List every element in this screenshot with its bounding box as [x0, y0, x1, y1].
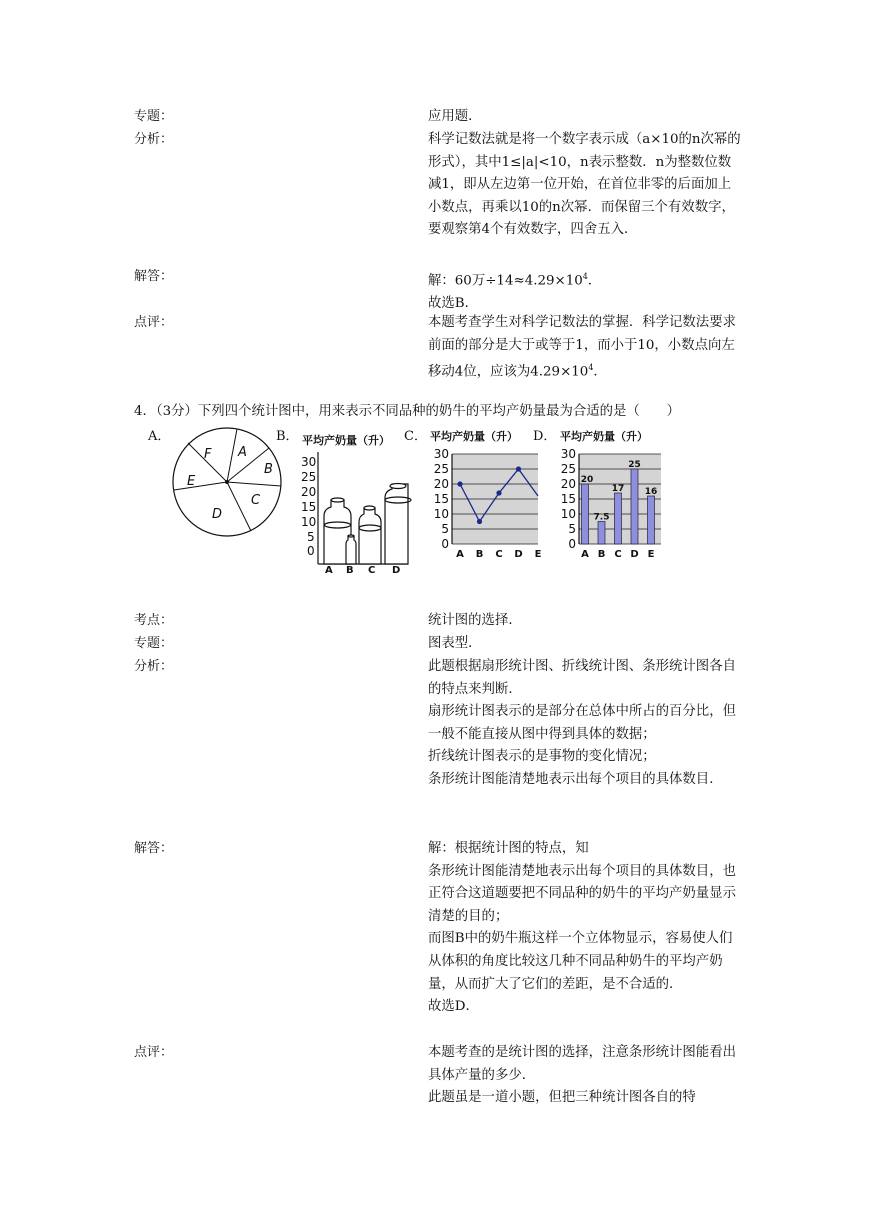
pie-label-f: F — [204, 447, 212, 462]
figure-c-line-chart — [426, 428, 542, 560]
answer-line-1: 解：60万÷14≈4.29×10 — [428, 273, 583, 289]
d-data-label: 17 — [611, 484, 625, 494]
answer-para-3: 而图B中的奶牛瓶这样一个立体物显示，容易使人们从体积的角度比较这几种不同品种奶牛的平均产奶量，从而扩大了它们的差距，是不合适的． — [428, 931, 733, 992]
c-ytick-label: 30 — [433, 447, 449, 461]
c-ytick-label: 25 — [433, 462, 449, 476]
b-xcat: D — [392, 565, 401, 576]
figure-b-title: 平均产奶量（升） — [302, 434, 390, 447]
b-xcat: C — [368, 565, 376, 576]
comment-para-1: 本题考查的是统计图的选择，注意条形统计图能看出具体产量的多少． — [428, 1045, 736, 1083]
answer-para-1: 解：根据统计图的特点，知 — [428, 841, 589, 856]
d-data-label: 16 — [644, 487, 658, 497]
analysis-para-4: 条形统计图能清楚地表示出每个项目的具体数目． — [428, 771, 723, 787]
d-bar — [631, 469, 638, 544]
d-ytick-label: 0 — [568, 537, 576, 551]
d-data-label: 20 — [580, 475, 594, 485]
bottle-b — [346, 535, 356, 564]
figure-a-pie-chart — [168, 425, 290, 543]
pie-label-e: E — [187, 474, 196, 489]
comment-exponent: 4 — [588, 363, 594, 373]
bottle-c — [359, 506, 381, 564]
d-ytick-label: 15 — [560, 492, 576, 506]
chart-c-title: 平均产奶量（升） — [430, 430, 518, 443]
analysis-para-3: 折线统计图表示的是事物的变化情况； — [428, 749, 656, 765]
pie-label-d: D — [212, 507, 223, 522]
label-comment-2: 点评： — [134, 1045, 174, 1060]
analysis-text: 科学记数法就是将一个数字表示成（a×10的n次幂的形式），其中1≤|a|<10，n表示整数．n为整数位数减1，即从左边第一位开始，在首位非零的后面加上小数点，再乘以10的n次幂．而保留三个有效数字，要观察第4个有效数字，四舍五入． — [428, 132, 741, 238]
chart-d-title: 平均产奶量（升） — [560, 430, 648, 443]
d-ytick-label: 25 — [560, 462, 576, 476]
b-ytick: 15 — [301, 500, 317, 514]
comment-end: ． — [593, 364, 607, 380]
d-bar — [598, 522, 605, 545]
label-comment: 点评： — [134, 315, 174, 330]
topic-text-2: 图表型． — [428, 636, 482, 651]
c-data-point — [477, 519, 482, 524]
option-d-label: D． — [533, 429, 557, 444]
pie-label-c: C — [251, 493, 261, 508]
c-xtick-label: D — [514, 549, 523, 560]
answer-line-2: 故选B． — [428, 296, 479, 312]
d-data-label: 7.5 — [593, 512, 610, 523]
option-a-label: A． — [148, 429, 171, 444]
b-ytick: 30 — [301, 455, 317, 469]
d-xtick-label: A — [581, 549, 589, 560]
c-xtick-label: B — [475, 549, 484, 560]
option-c-label: C． — [404, 429, 427, 444]
figure-d-bar-chart — [557, 428, 669, 560]
d-ytick-label: 10 — [560, 507, 576, 521]
topic-text: 应用题． — [428, 109, 482, 124]
pie-label-a: A — [238, 445, 247, 460]
c-ytick-label: 5 — [441, 522, 449, 536]
b-ytick: 10 — [301, 515, 317, 529]
label-answer: 解答： — [134, 269, 174, 284]
answer-para-4: 故选D． — [428, 999, 479, 1015]
d-ytick-label: 30 — [560, 447, 576, 461]
d-xtick-label: E — [647, 549, 655, 560]
answer-para-2: 条形统计图能清楚地表示出每个项目的具体数目，也正符合这道题要把不同品种的奶牛的平均产奶量显示清楚的目的； — [428, 863, 736, 924]
b-ytick: 20 — [301, 485, 317, 499]
kaodian-text: 统计图的选择． — [428, 613, 522, 628]
analysis-para-2: 扇形统计图表示的是部分在总体中所占的百分比，但一般不能直接从图中得到具体的数据； — [428, 704, 736, 742]
label-topic: 专题： — [134, 109, 174, 124]
label-analysis: 分析： — [134, 132, 174, 147]
comment-body: 本题考查学生对科学记数法的掌握．科学记数法要求前面的部分是大于或等于1，而小于10，小数点向左移动4位，应该为4.29×10 — [428, 315, 736, 380]
d-bar — [648, 496, 655, 544]
label-kaodian: 考点： — [134, 613, 174, 628]
label-topic-2: 专题： — [134, 636, 174, 651]
d-bar — [582, 484, 589, 544]
d-xtick-label: C — [614, 549, 622, 560]
b-ytick: 25 — [301, 470, 317, 484]
d-ytick-label: 5 — [568, 522, 576, 536]
analysis-para-1: 此题根据扇形统计图、折线统计图、条形统计图各自的特点来判断． — [428, 659, 736, 697]
c-ytick-label: 10 — [433, 507, 449, 521]
d-xtick-label: B — [597, 549, 606, 560]
d-ytick-label: 20 — [560, 477, 576, 491]
c-xtick-label: A — [456, 549, 464, 560]
bottle-d — [385, 484, 411, 565]
c-xtick-label: E — [534, 549, 542, 560]
c-xtick-label: C — [495, 549, 503, 560]
c-ytick-label: 15 — [433, 492, 449, 506]
analysis-text-2 — [428, 656, 744, 792]
b-ytick: 5 — [307, 530, 315, 544]
label-analysis-2: 分析： — [134, 659, 174, 674]
c-ytick-label: 20 — [433, 477, 449, 491]
c-data-point — [496, 490, 501, 495]
d-data-label: 25 — [628, 460, 641, 470]
label-answer-2: 解答： — [134, 841, 174, 856]
answer-line-1-end: ． — [587, 273, 602, 289]
d-bar — [615, 493, 622, 544]
option-b-label: B． — [276, 429, 299, 444]
answer-exponent: 4 — [582, 272, 588, 281]
c-data-point — [457, 481, 462, 486]
pie-center — [225, 480, 229, 484]
pie-label-b: B — [264, 462, 273, 477]
b-ytick: 0 — [307, 544, 315, 558]
c-ytick-label: 0 — [441, 537, 449, 551]
b-xcat: B — [346, 565, 354, 576]
comment-para-2: 此题虽是一道小题，但把三种统计图各自的特 — [428, 1090, 696, 1106]
d-xtick-label: D — [630, 549, 639, 560]
b-xcat: A — [325, 565, 333, 576]
comment-text — [428, 312, 744, 384]
comment-text-2 — [428, 1042, 744, 1110]
question-4: 4．（3分）下列四个统计图中，用来表示不同品种的奶牛的平均产奶量最为合适的是（ ） — [134, 404, 680, 419]
c-data-point — [516, 466, 521, 471]
figure-b-bottle-chart — [298, 434, 408, 574]
answer-text — [428, 266, 744, 316]
answer-text-2 — [428, 838, 744, 1019]
